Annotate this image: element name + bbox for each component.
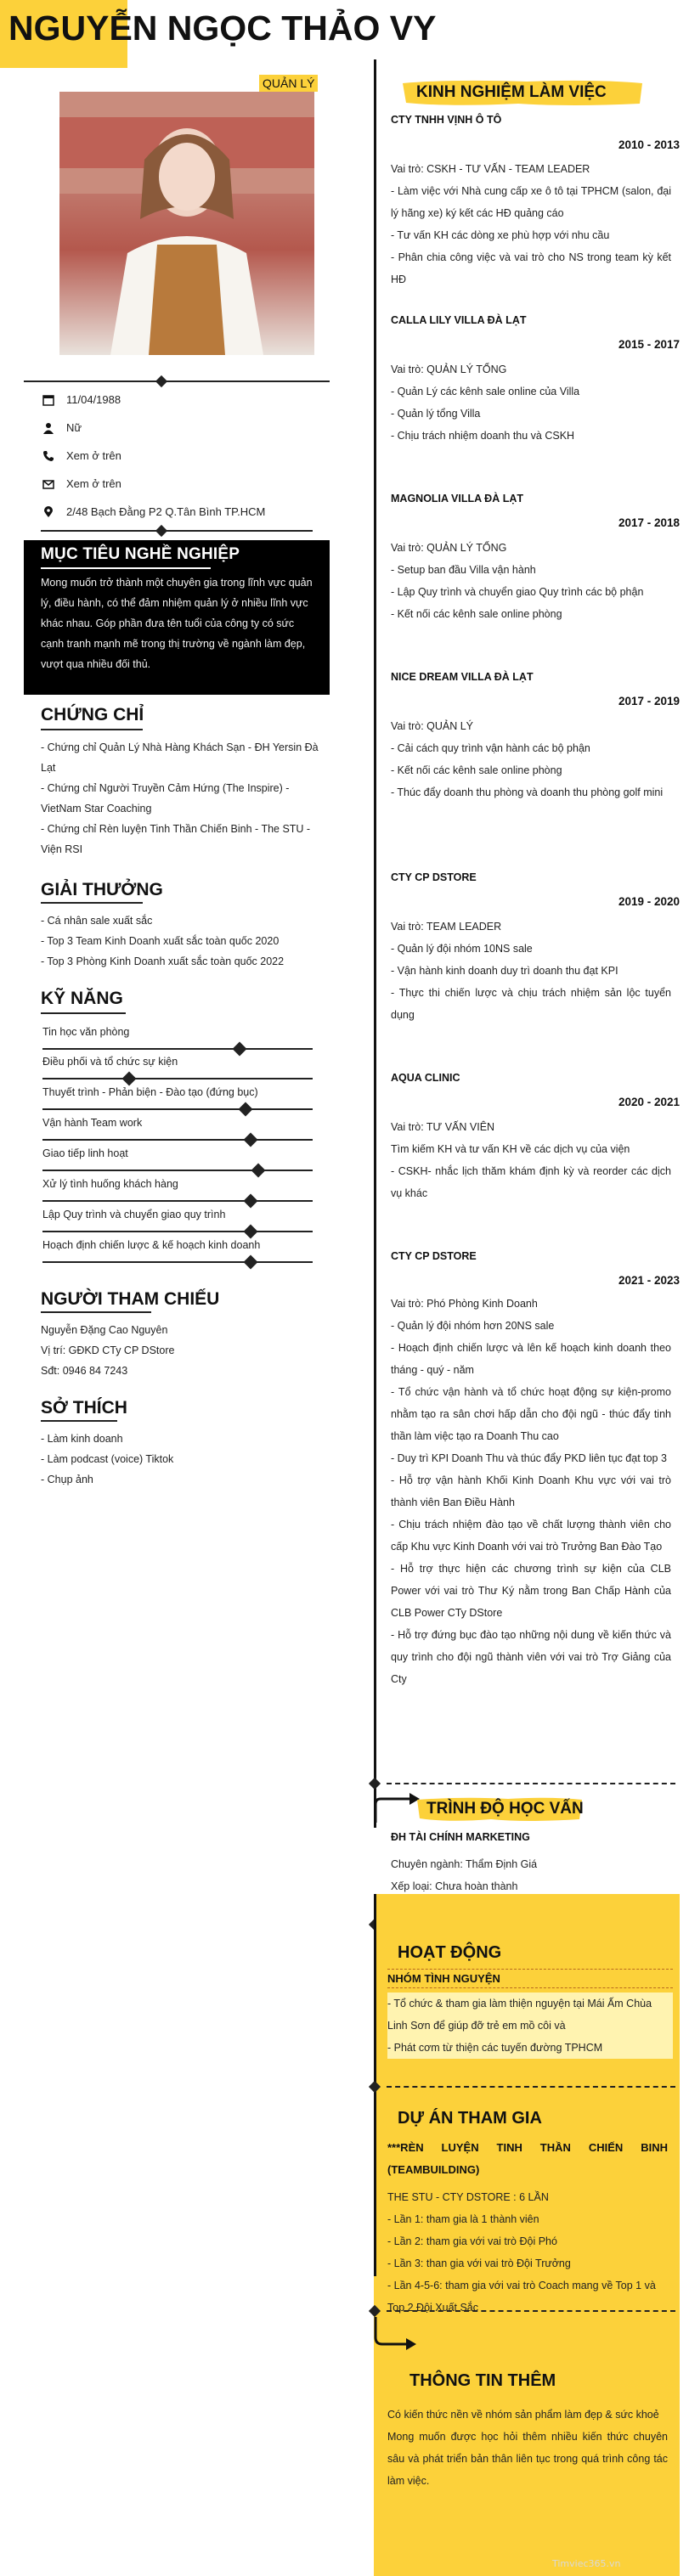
candidate-name: NGUYỄN NGỌC THẢO VY [8,8,437,48]
dashed-divider [387,1783,675,1784]
skill-bar [42,1078,313,1079]
job-line: - Vận hành kinh doanh duy trì doanh thu đạt KPI [391,965,618,977]
job-line: - Làm việc với Nhà cung cấp xe ô tô tại TPHCM (salon, đại lý hãng xe) ký kết các HĐ quảng cáo [391,185,671,219]
skill-label: Điều phối và tổ chức sự kiện [42,1056,178,1068]
job-line: - Phân chia công việc và vai trò cho NS trong team kỳ kết HĐ [391,251,671,285]
company-name: CTY CP DSTORE [391,871,477,883]
company-name: CTY TNHH VỊNH Ô TÔ [391,114,502,126]
birthday-row [41,391,330,409]
skill-bar [42,1048,313,1050]
divider-diamond [155,525,167,537]
job-period: 2019 - 2020 [618,895,680,908]
references-list [41,1320,330,1381]
list-item: - Chứng chỉ Người Truyền Cảm Hứng (The Inspire) - VietNam Star Coaching [41,782,290,815]
skill-row [42,1239,314,1270]
job-line: - CSKH- nhắc lịch thăm khám định kỳ và reorder các dịch vụ khác [391,1165,671,1199]
job-line: - Duy trì KPI Doanh Thu và thúc đẩy PKD liên tục đạt top 3 [391,1452,667,1464]
divider-line [24,380,330,382]
job-line: Tìm kiếm KH và tư vấn KH về các dịch vụ của viện [391,1143,630,1155]
skill-row [42,1178,314,1209]
arrow-connector-icon [370,2317,421,2359]
job-line: Vai trò: Phó Phòng Kinh Doanh [391,1298,538,1310]
experience-title-wrap [399,78,646,107]
job-line: Vai trò: QUẢN LÝ TỔNG [391,542,507,554]
skill-label: Xử lý tình huống khách hàng [42,1178,178,1190]
reference-position: Vị trí: GĐKD CTy CP DStore [41,1344,175,1356]
education-title-wrap [415,1795,585,1823]
job-line: - Quản Lý các kênh sale online của Villa [391,386,580,397]
list-item: - Top 3 Team Kinh Doanh xuất sắc toàn quốc 2020 [41,935,280,947]
skill-label: Hoạch định chiến lược & kế hoạch kinh doanh [42,1239,261,1251]
job-line: - Kết nối các kênh sale online phòng [391,608,562,620]
education-details [391,1853,671,1897]
skill-level-knob [244,1133,258,1147]
job-details [391,1293,671,1690]
job-period: 2017 - 2019 [618,695,680,707]
gender-row [41,419,330,437]
calendar-icon [41,392,56,408]
email-value: Xem ở trên [66,477,121,490]
job-details [391,358,671,447]
title-underline [41,902,143,904]
skill-row [42,1147,314,1178]
job-period: 2020 - 2021 [618,1096,680,1108]
list-item: - Làm kinh doanh [41,1433,123,1445]
list-item: - Tổ chức & tham gia làm thiện nguyện tại Mái Ấm Chùa Linh Sơn để giúp đỡ trẻ em mồ côi và [387,1993,673,2037]
more-info-line: Có kiến thức nền về nhóm sản phẩm làm đẹp & sức khoẻ [387,2409,659,2421]
title-underline [41,1012,126,1014]
job-line: - Chịu trách nhiệm đào tạo về chất lượng thành viên cho cấp Khu vực Kinh Doanh với vai trò Trưởng Ban Đào Tạo [391,1519,671,1553]
list-item: - Lần 1: tham gia là 1 thành viên [387,2213,539,2225]
career-objective-box [24,540,330,695]
skill-label: Thuyết trình - Phản biện - Đào tạo (đứng bục) [42,1086,258,1098]
list-item: - Lần 4-5-6: tham gia với vai trò Coach mang về Top 1 và Top 2 Đội Xuất Sắc [387,2280,656,2314]
job-line: - Lập Quy trình và chuyển giao Quy trình các bộ phận [391,586,644,598]
projects-title: DỰ ÁN THAM GIA [398,2109,542,2128]
job-line: Vai trò: TEAM LEADER [391,921,502,933]
skill-bar [42,1108,313,1110]
project-name: ***RÈN LUYỆN TINH THẦN CHIẾN BINH (TEAMBUILDING) [387,2141,668,2176]
user-icon [41,420,56,436]
skill-bar [42,1200,313,1202]
skill-bar [42,1139,313,1141]
skill-bar [42,1170,313,1171]
skills-title: KỸ NĂNG [41,989,123,1008]
candidate-role: QUẢN LÝ [259,75,318,92]
email-row [41,475,330,493]
title-underline [41,1420,117,1422]
certificates-list [41,737,330,860]
skill-level-knob [244,1194,258,1209]
company-name: CTY CP DSTORE [391,1250,477,1262]
more-info-line: Mong muốn được học hỏi thêm nhiều kiến thức chuyên sâu và phát triển bản thân liên tục trong quá trình công tác làm việc. [387,2431,668,2487]
job-line: Vai trò: QUẢN LÝ TỔNG [391,364,507,375]
gender-value: Nữ [66,421,82,434]
phone-icon [41,448,56,464]
job-line: - Cải cách quy trình vận hành các bộ phận [391,742,590,754]
education-title: TRÌNH ĐỘ HỌC VẤN [426,1800,584,1818]
divider-diamond [155,375,167,387]
job-line: - Hỗ trợ vận hành Khối Kinh Doanh Khu vực với vai trò thành viên Ban Điều Hành [391,1474,671,1508]
skill-level-knob [244,1225,258,1239]
watermark: Timviec365.vn [552,2558,621,2569]
career-objective-text: Mong muốn trở thành một chuyên gia trong lĩnh vực quản lý, điều hành, có thể đảm nhiệm quản lý ở nhiều lĩnh vực khác nhau. Góp phần đưa tên tuổi của công ty có sức cạnh tranh mạnh mẽ trong thị trường về ngành làm đẹp, vượt qua nhiều đối thủ. [41,577,313,670]
phone-value: Xem ở trên [66,449,121,462]
education-grade: Xếp loại: Chưa hoàn thành [391,1880,518,1892]
dashed-divider [387,2310,675,2312]
activities-title: HOẠT ĐỘNG [398,1943,502,1962]
job-period: 2015 - 2017 [618,338,680,351]
job-line: - Quản lý đội nhóm hơn 20NS sale [391,1320,555,1332]
skill-row [42,1117,314,1147]
company-name: MAGNOLIA VILLA ĐÀ LẠT [391,493,523,504]
job-details [391,1116,671,1204]
job-details [391,537,671,625]
skill-level-knob [233,1042,247,1057]
skill-row [42,1086,314,1117]
job-line: Vai trò: QUẢN LÝ [391,720,474,732]
company-name: AQUA CLINIC [391,1072,460,1084]
job-details [391,158,671,290]
list-item: - Lần 2: tham gia với vai trò Đội Phó [387,2235,557,2247]
profile-photo-illustration [59,92,314,355]
skill-label: Lập Quy trình và chuyển giao quy trình [42,1209,226,1220]
skill-level-knob [251,1164,266,1178]
job-period: 2021 - 2023 [618,1274,680,1287]
company-name: CALLA LILY VILLA ĐÀ LẠT [391,314,527,326]
list-item: - Phát cơm từ thiện các tuyến đường TPHCM [387,2037,673,2059]
awards-title: GIẢI THƯỞNG [41,880,163,899]
skill-row [42,1056,314,1086]
list-item: - Chụp ảnh [41,1474,93,1485]
skill-bar [42,1231,313,1232]
job-line: - Quản lý tổng Villa [391,408,481,420]
job-line: - Tổ chức vận hành và tổ chức hoạt động sự kiện-promo nhằm tạo ra sân chơi hấp dẫn cho đội ngũ - thúc đẩy tinh thần làm việc tạo ra Doanh Thu cao [391,1386,671,1442]
address-value: 2/48 Bạch Đằng P2 Q.Tân Bình TP.HCM [66,505,266,518]
job-line: - Tư vấn KH các dòng xe phù hợp với nhu cầu [391,229,610,241]
job-details [391,916,671,1026]
job-line: - Thực thi chiến lược và chịu trách nhiệm sản lộc tuyển dụng [391,987,671,1021]
skill-row [42,1209,314,1239]
timeline-diamond [369,1778,381,1790]
hobbies-title: SỞ THÍCH [41,1398,127,1418]
job-line: - Hỗ trợ đứng bục đào tạo những nội dung về kiến thức và quy trình cho đội ngũ thành viên với vai trò Trợ Giảng của Cty [391,1629,671,1685]
job-line: - Thúc đẩy doanh thu phòng và doanh thu phòng golf mini [391,786,664,798]
list-item: - Cá nhân sale xuất sắc [41,915,153,927]
skill-label: Vận hành Team work [42,1117,143,1129]
job-period: 2017 - 2018 [618,516,680,529]
job-details [391,715,671,803]
list-item: - Chứng chỉ Rèn luyện Tinh Thần Chiến Binh - The STU - Viện RSI [41,823,311,855]
job-line: - Hoạch định chiến lược và lên kế hoạch kinh doanh theo tháng - quý - năm [391,1342,671,1376]
more-info-title: THÔNG TIN THÊM [409,2371,556,2390]
location-pin-icon [41,504,56,520]
project-list [387,2208,668,2319]
title-underline [41,729,143,730]
title-underline [41,567,211,569]
skill-level-knob [122,1072,137,1086]
list-item: - Làm podcast (voice) Tiktok [41,1453,174,1465]
activities-list [387,1993,673,2059]
title-underline [41,1311,151,1313]
job-line: - Quản lý đội nhóm 10NS sale [391,943,533,955]
divider-line [41,530,313,532]
job-line: - Setup ban đầu Villa vận hành [391,564,536,576]
certificates-title: CHỨNG CHỈ [41,705,144,724]
more-info-text [387,2404,668,2492]
list-item: - Chứng chỉ Quản Lý Nhà Hàng Khách Sạn - ĐH Yersin Đà Lạt [41,741,319,774]
hobbies-list [41,1429,330,1490]
education-major: Chuyên ngành: Thẩm Định Giá [391,1858,538,1870]
company-name: NICE DREAM VILLA ĐÀ LẠT [391,671,534,683]
awards-list [41,910,330,972]
career-objective-title: MỤC TIÊU NGHỀ NGHIỆP [41,545,240,563]
list-item: - Top 3 Phòng Kinh Doanh xuất sắc toàn quốc 2022 [41,955,285,967]
skill-bar [42,1261,313,1263]
activities-group: NHÓM TÌNH NGUYỆN [387,1969,673,1988]
skill-label: Tin học văn phòng [42,1026,130,1038]
project-subtitle: THE STU - CTY DSTORE : 6 LẦN [387,2191,549,2203]
birthday-value: 11/04/1988 [66,393,121,406]
reference-name: Nguyễn Đặng Cao Nguyên [41,1324,168,1336]
skill-label: Giao tiếp linh hoạt [42,1147,128,1159]
school-name: ĐH TÀI CHÍNH MARKETING [391,1831,530,1843]
profile-photo [59,92,314,355]
skill-level-knob [239,1102,253,1117]
job-line: Vai trò: CSKH - TƯ VẤN - TEAM LEADER [391,163,590,175]
job-line: Vai trò: TƯ VẤN VIÊN [391,1121,495,1133]
job-line: - Kết nối các kênh sale online phòng [391,764,562,776]
address-row [41,503,330,521]
list-item: - Lần 3: than gia với vai trò Đội Trưởng [387,2258,571,2269]
skill-row [42,1026,314,1057]
experience-title: KINH NGHIỆM LÀM VIỆC [416,83,607,101]
phone-row [41,447,330,465]
references-title: NGƯỜI THAM CHIẾU [41,1289,220,1309]
timeline-line [374,59,376,1828]
job-line: - Chịu trách nhiệm doanh thu và CSKH [391,430,575,442]
job-period: 2010 - 2013 [618,138,680,151]
email-icon [41,476,56,492]
reference-phone: Sđt: 0946 84 7243 [41,1365,128,1377]
job-line: - Hỗ trợ thực hiện các chương trình sự kiện của CLB Power với vai trò Thư Ký nằm trong Ban Chấp Hành của CLB Power CTy DStore [391,1563,671,1619]
dashed-divider [387,2086,675,2088]
skill-level-knob [244,1255,258,1270]
